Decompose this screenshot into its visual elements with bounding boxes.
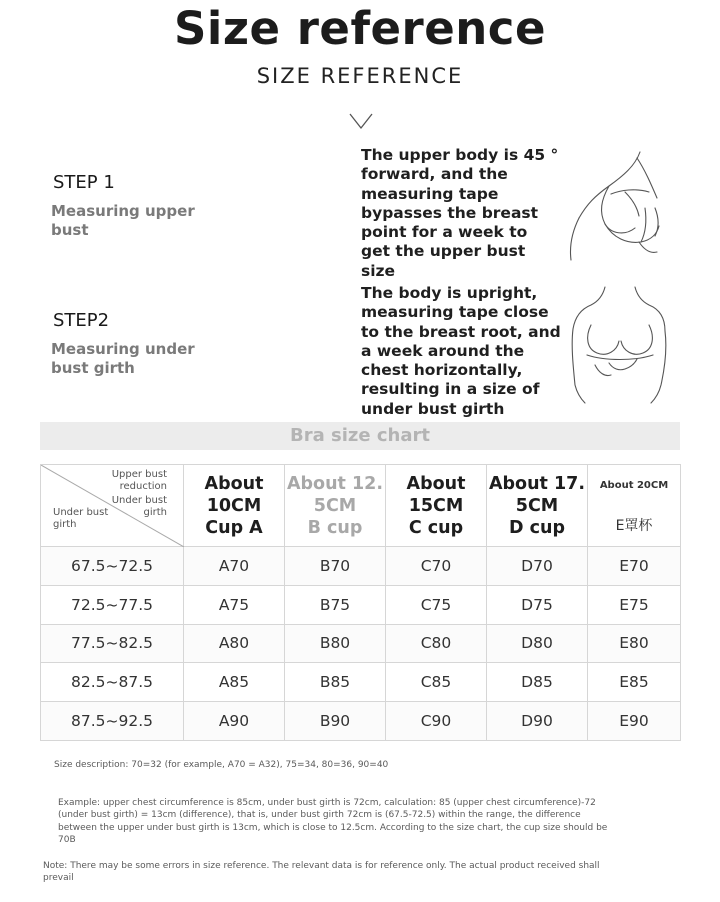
size-cell: E90 <box>588 702 681 741</box>
bra-size-chart-title: Bra size chart <box>40 422 680 450</box>
example-note: Example: upper chest circumference is 85cm, under bust girth is 72cm, calculation: 85 (upper chest circumference)-72 (under bust girth) = 13cm (difference), that is, under bust girth 72cm is (67.5-72.5) within the range, the difference between the upper under bust girth is 13cm, which is close to 12.5cm. According to the size chart, the cup size should be 70B <box>58 798 608 846</box>
step2-label: STEP2 <box>53 310 110 331</box>
size-cell: E75 <box>588 585 681 624</box>
header-cup-a: About 10CM Cup A <box>184 465 285 547</box>
size-cell: B80 <box>285 624 386 663</box>
size-cell: C70 <box>386 547 487 586</box>
size-cell: E70 <box>588 547 681 586</box>
size-cell: B75 <box>285 585 386 624</box>
size-description-note: Size description: 70=32 (for example, A70 = A32), 75=34, 80=36, 90=40 <box>54 760 389 770</box>
size-cell: A75 <box>184 585 285 624</box>
page-title: Size reference <box>174 2 546 55</box>
size-cell: C85 <box>386 663 487 702</box>
row-range: 82.5~87.5 <box>41 663 184 702</box>
bra-size-table <box>40 464 681 741</box>
table-header-row <box>41 465 681 547</box>
size-cell: B85 <box>285 663 386 702</box>
corner-row-label: Under bust girth <box>53 507 109 530</box>
size-cell: D85 <box>487 663 588 702</box>
header-cup-d: About 17. 5CM D cup <box>487 465 588 547</box>
step1-instructions: The upper body is 45 ° forward, and the measuring tape bypasses the breast point for a week to get the upper bust size <box>361 146 559 280</box>
page-subtitle: SIZE REFERENCE <box>256 64 464 88</box>
size-cell: A85 <box>184 663 285 702</box>
size-cell: A90 <box>184 702 285 741</box>
step2-instructions: The body is upright, measuring tape close to the breast root, and a week around the chest horizontally, resulting in a size of under bust girth <box>361 284 561 418</box>
disclaimer-note: Note: There may be some errors in size reference. The relevant data is for reference only. The actual product received shall prevail <box>43 861 600 884</box>
step1-description: Measuring upper bust <box>51 202 195 239</box>
corner-upper-bust-label: Upper bust reduction <box>111 469 167 492</box>
size-cell: D90 <box>487 702 588 741</box>
size-cell: D75 <box>487 585 588 624</box>
corner-under-bust-label: Under bust girth <box>111 495 167 518</box>
row-range: 77.5~82.5 <box>41 624 184 663</box>
header-cup-e: About 20CM E罩杯 <box>588 465 681 547</box>
table-row <box>41 585 681 624</box>
header-cup-c: About 15CM C cup <box>386 465 487 547</box>
size-cell: E85 <box>588 663 681 702</box>
size-cell: B70 <box>285 547 386 586</box>
table-row <box>41 547 681 586</box>
size-cell: C90 <box>386 702 487 741</box>
size-cell: D70 <box>487 547 588 586</box>
row-range: 67.5~72.5 <box>41 547 184 586</box>
table-row <box>41 702 681 741</box>
table-row <box>41 624 681 663</box>
table-corner-header <box>41 465 184 547</box>
size-cell: E80 <box>588 624 681 663</box>
row-range: 87.5~92.5 <box>41 702 184 741</box>
size-cell: C75 <box>386 585 487 624</box>
under-bust-measuring-illustration <box>565 285 675 405</box>
row-range: 72.5~77.5 <box>41 585 184 624</box>
step1-label: STEP 1 <box>53 172 115 193</box>
table-row <box>41 663 681 702</box>
step2-description: Measuring under bust girth <box>51 340 195 377</box>
size-cell: C80 <box>386 624 487 663</box>
size-cell: A70 <box>184 547 285 586</box>
size-cell: D80 <box>487 624 588 663</box>
chevron-down-icon <box>348 111 374 131</box>
header-cup-b: About 12. 5CM B cup <box>285 465 386 547</box>
upper-bust-measuring-illustration <box>565 148 675 273</box>
size-cell: B90 <box>285 702 386 741</box>
size-cell: A80 <box>184 624 285 663</box>
